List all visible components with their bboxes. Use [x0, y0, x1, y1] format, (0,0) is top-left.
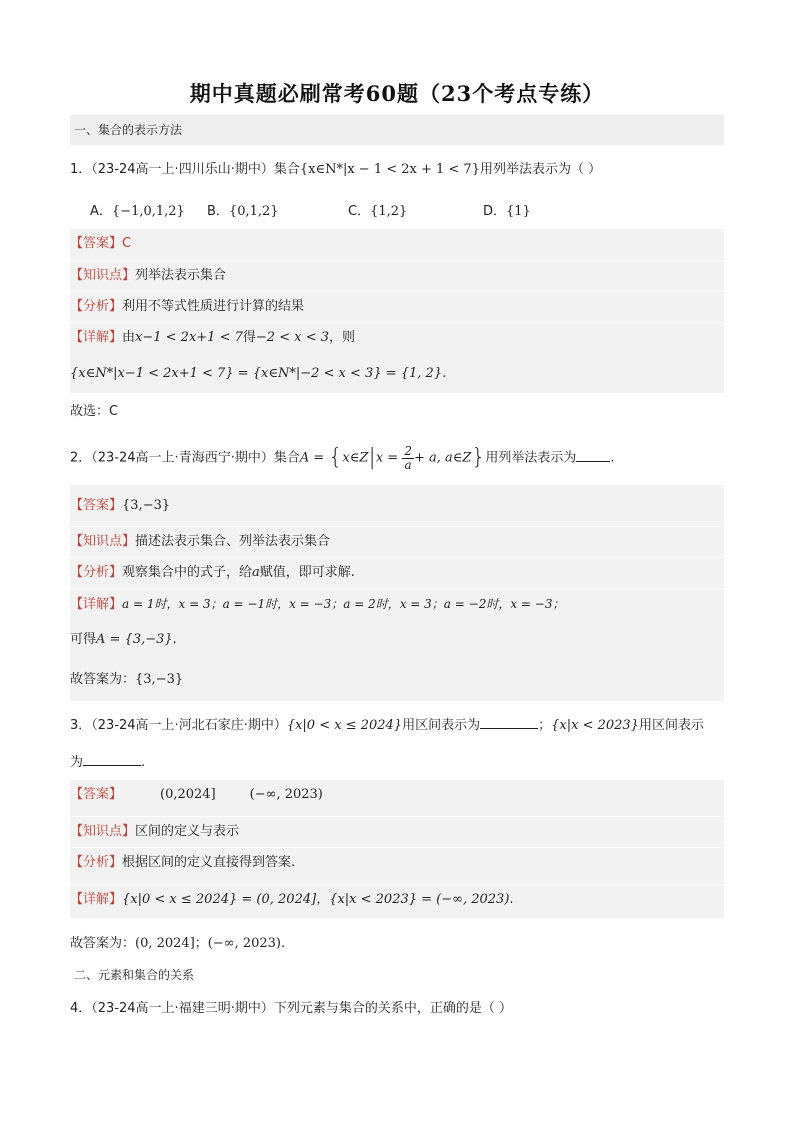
choice-b[interactable]: B．{0,1,2} [207, 204, 279, 219]
section-heading: 一、集合的表示方法 [70, 115, 724, 145]
detail-row: 【详解】由x−1 < 2x+1 < 7得−2 < x < 3，则 [70, 322, 724, 353]
answer-value-1: (0,2024] [160, 787, 216, 802]
result-row: 可得A = {3,−3}. [70, 632, 177, 647]
answer-value: C [122, 236, 132, 251]
question-2: 2．（23-24高一上·青海西宁·期中）集合A = {x∈Z|x = $\frac{2}{a}$ + a, a∈Z}用列举法表示为 . [70, 443, 615, 472]
detail-row: 【详解】a = 1时，x = 3；a = −1时，x = −3；a = 2时，x = 3；a = −2时，x = −3； [70, 588, 724, 619]
answer-value-2: (−∞, 2023) [249, 787, 323, 802]
answer-row: 【答案】 (0,2024] (−∞, 2023) [70, 787, 323, 802]
conclusion: 故选：C [70, 404, 119, 419]
question-source: （23-24高一上·青海西宁·期中） [91, 450, 274, 466]
answer-blank[interactable] [480, 714, 538, 729]
detail-row-2: {x∈N*|x−1 < 2x+1 < 7} = {x∈N*|−2 < x < 3} = {1, 2}. [70, 366, 447, 381]
question-3-line-2: 为 . [70, 751, 724, 770]
question-number: 1． [70, 162, 92, 177]
question-number: 2． [70, 450, 92, 466]
analysis-row: 【分析】根据区间的定义直接得到答案. [70, 847, 724, 878]
question-1: 1．（23-24高一上·四川乐山·期中）集合{x∈N*|x − 1 < 2x + 1 < 7}用列举法表示为（ ） [70, 162, 602, 177]
choice-d[interactable]: D．{1} [483, 204, 531, 219]
question-3: 3．（23-24高一上·河北石家庄·期中）{x|0 < x ≤ 2024}用区间表示为 ；{x|x < 2023}用区间表示 [70, 714, 724, 733]
answer-row: 【答案】{3,−3} [70, 498, 171, 513]
question-number: 3． [70, 718, 92, 733]
choice-c[interactable]: C．{1,2} [348, 204, 408, 219]
knowledge-row: 【知识点】区间的定义与表示 [70, 816, 724, 847]
answer-row: 【答案】C [70, 236, 132, 251]
answer-box-3 [70, 780, 724, 918]
set-expression: {x∈N*|x − 1 < 2x + 1 < 7} [299, 162, 480, 177]
section-heading: 二、元素和集合的关系 [74, 968, 195, 982]
choice-a[interactable]: A．{−1,0,1,2} [90, 204, 185, 219]
answer-value: {3,−3} [122, 498, 171, 513]
question-source: （23-24高一上·河北石家庄·期中） [91, 718, 287, 733]
knowledge-row: 【知识点】列举法表示集合 [70, 260, 724, 291]
page-title: 期中真题必刷常考60题（23个考点专练） [189, 81, 605, 106]
question-source: （23-24高一上·四川乐山·期中） [91, 162, 274, 177]
question-number: 4． [70, 1001, 92, 1016]
question-source: （23-24高一上·福建三明·期中） [91, 1001, 274, 1016]
answer-box-1 [70, 229, 724, 393]
question-4: 4．（23-24高一上·福建三明·期中）下列元素与集合的关系中，正确的是（ ） [70, 1001, 512, 1016]
conclusion: 故答案为：(0, 2024]；(−∞, 2023). [70, 936, 286, 951]
detail-row: 【详解】{x|0 < x ≤ 2024} = (0, 2024]，{x|x < 2023} = (−∞, 2023). [70, 884, 724, 915]
answer-box-2 [70, 485, 724, 701]
analysis-row: 【分析】观察集合中的式子，给a赋值，即可求解. [70, 557, 724, 588]
knowledge-row: 【知识点】描述法表示集合、列举法表示集合 [70, 526, 724, 557]
analysis-row: 【分析】利用不等式性质进行计算的结果 [70, 291, 724, 322]
answer-blank[interactable] [576, 447, 610, 462]
conclusion-row: 故答案为：{3,−3} [70, 672, 184, 687]
answer-blank[interactable] [83, 751, 141, 766]
